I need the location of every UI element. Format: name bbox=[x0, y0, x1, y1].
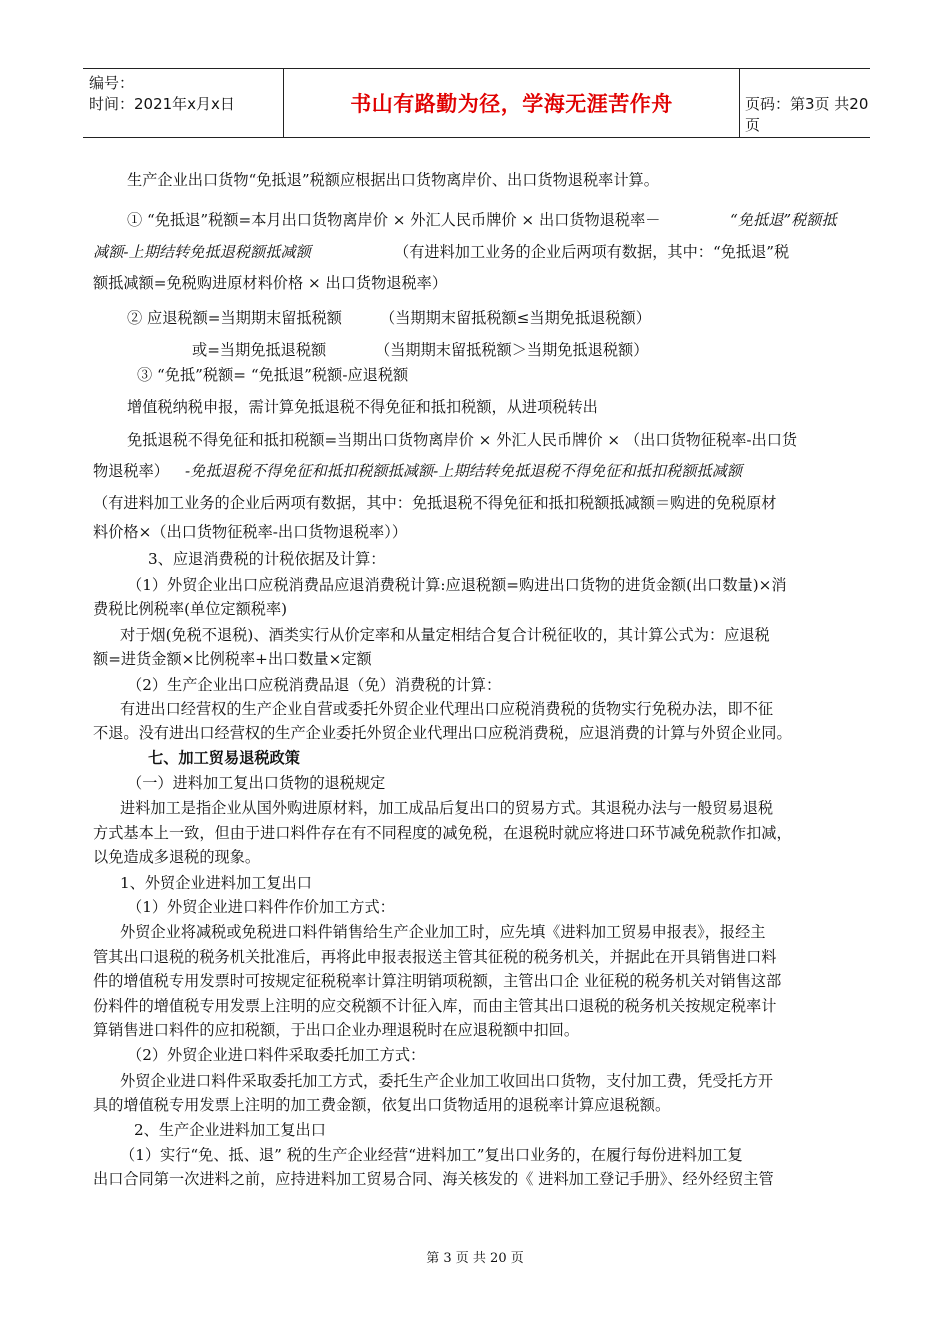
text-line: 算销售进口料件的应扣税额，于出口企业办理退税时在应退税额中扣回。 bbox=[93, 1021, 579, 1039]
text-line: （有进料加工业务的企业后两项有数据，其中：免抵退税不得免征和抵扣税额抵减额＝购进的免税原材 bbox=[93, 494, 777, 512]
text-line: ③ “免抵”税额= “免抵退”税额-应退税额 bbox=[137, 366, 409, 384]
text-line: 增值税纳税申报，需计算免抵退税不得免征和抵扣税额，从进项税转出 bbox=[127, 398, 598, 416]
text-line: 额=进货金额×比例税率+出口数量×定额 bbox=[93, 650, 372, 668]
document-date: 时间：2021年x月x日 bbox=[89, 95, 235, 113]
text-line-italic: 减额-上期结转免抵退税额抵减额 bbox=[93, 243, 311, 261]
text-line: 或=当期免抵退税额 bbox=[192, 341, 327, 359]
text-line: 外贸企业将减税或免税进口料件销售给生产企业加工时，应先填《进料加工贸易申报表》，报经主 bbox=[120, 923, 766, 941]
text-line: （1）实行“免、抵、退” 税的生产企业经营“进料加工”复出口业务的，在履行每份进料加工复 bbox=[120, 1146, 743, 1164]
text-line: （当期期末留抵税额＞当期免抵退税额） bbox=[375, 341, 649, 359]
text-line: 生产企业出口货物“免抵退”税额应根据出口货物离岸价、出口货物退税率计算。 bbox=[127, 171, 659, 189]
page-footer: 第 3 页 共 20 页 bbox=[426, 1251, 524, 1266]
text-line: 额抵减额=免税购进原材料价格 × 出口货物退税率） bbox=[93, 274, 448, 292]
text-line: 免抵退税不得免征和抵扣税额=当期出口货物离岸价 × 外汇人民币牌价 × （出口货物征税率-出口货 bbox=[127, 431, 798, 449]
text-line: 外贸企业进口料件采取委托加工方式，委托生产企业加工收回出口货物，支付加工费，凭受托方开 bbox=[120, 1072, 774, 1090]
header-page-info: 页码：第3页 共20页 bbox=[745, 95, 869, 134]
text-line: 费税比例税率(单位定额税率) bbox=[93, 600, 288, 618]
text-line: （当期期末留抵税额≤当期免抵退税额） bbox=[380, 309, 651, 327]
text-line: 具的增值税专用发票上注明的加工费金额，依复出口货物适用的退税率计算应退税额。 bbox=[93, 1096, 671, 1114]
text-line: 有进出口经营权的生产企业自营或委托外贸企业代理出口应税消费税的货物实行免税办法，即不征 bbox=[120, 700, 774, 718]
text-line: （2）生产企业出口应税消费品退（免）消费税的计算： bbox=[127, 676, 502, 694]
text-line-italic: “免抵退”税额抵 bbox=[730, 211, 837, 229]
document-number-label: 编号： bbox=[89, 74, 135, 92]
text-line: ① “免抵退”税额=本月出口货物离岸价 × 外汇人民币牌价 × 出口货物退税率－ bbox=[127, 211, 661, 229]
text-line: （一）进料加工复出口货物的退税规定 bbox=[127, 774, 386, 792]
text-line: 出口合同第一次进料之前，应持进料加工贸易合同、海关核发的《 进料加工登记手册》、经外经贸主管 bbox=[93, 1170, 774, 1188]
text-line: 进料加工是指企业从国外购进原材料，加工成品后复出口的贸易方式。其退税办法与一般贸易退税 bbox=[120, 799, 774, 817]
header-motto: 书山有路勤为径，学海无涯苦作舟 bbox=[350, 92, 673, 116]
text-line: 方式基本上一致，但由于进口料件存在有不同程度的减免税，在退税时就应将进口环节减免税款作扣减， bbox=[93, 824, 792, 842]
text-line: （1）外贸企业出口应税消费品应退消费税计算:应退税额=购进出口货物的进货金额(出口数量)×消 bbox=[127, 576, 787, 594]
text-line: （2）外贸企业进口料件采取委托加工方式： bbox=[127, 1046, 426, 1064]
text-line: 不退。没有进出口经营权的生产企业委托外贸企业代理出口应税消费税，应退消费的计算与外贸企业同。 bbox=[93, 724, 792, 742]
text-line: 以免造成多退税的现象。 bbox=[93, 848, 261, 866]
text-line: 2、生产企业进料加工复出口 bbox=[134, 1121, 326, 1139]
text-line: 管其出口退税的税务机关批准后，再将此申报表报送主管其征税的税务机关，并据此在开具销售进口料 bbox=[93, 948, 777, 966]
text-line: 件的增值税专用发票时可按规定征税税率计算注明销项税额，主管出口企 业征税的税务机关对销售这部 bbox=[93, 972, 782, 990]
section-heading: 七、加工贸易退税政策 bbox=[148, 749, 300, 767]
text-line: （有进料加工业务的企业后两项有数据，其中：“免抵退”税 bbox=[394, 243, 790, 261]
text-line: 1、外贸企业进料加工复出口 bbox=[120, 874, 312, 892]
text-line: 份料件的增值税专用发票上注明的应交税额不计征入库，而由主管其出口退税的税务机关按规定税率计 bbox=[93, 997, 777, 1015]
text-line: （1）外贸企业进口料件作价加工方式： bbox=[127, 898, 395, 916]
text-line: 对于烟(免税不退税)、酒类实行从价定率和从量定相结合复合计税征收的，其计算公式为：应退税 bbox=[120, 626, 770, 644]
text-line: 3、应退消费税的计税依据及计算： bbox=[148, 550, 386, 568]
text-line-italic: -免抵退税不得免征和抵扣税额抵减额-上期结转免抵退税不得免征和抵扣税额抵减额 bbox=[185, 462, 743, 480]
text-line: ② 应退税额=当期期末留抵税额 bbox=[127, 309, 342, 327]
text-line: 料价格×（出口货物征税率-出口货物退税率）） bbox=[93, 523, 408, 541]
text-line: 物退税率） bbox=[93, 462, 169, 480]
